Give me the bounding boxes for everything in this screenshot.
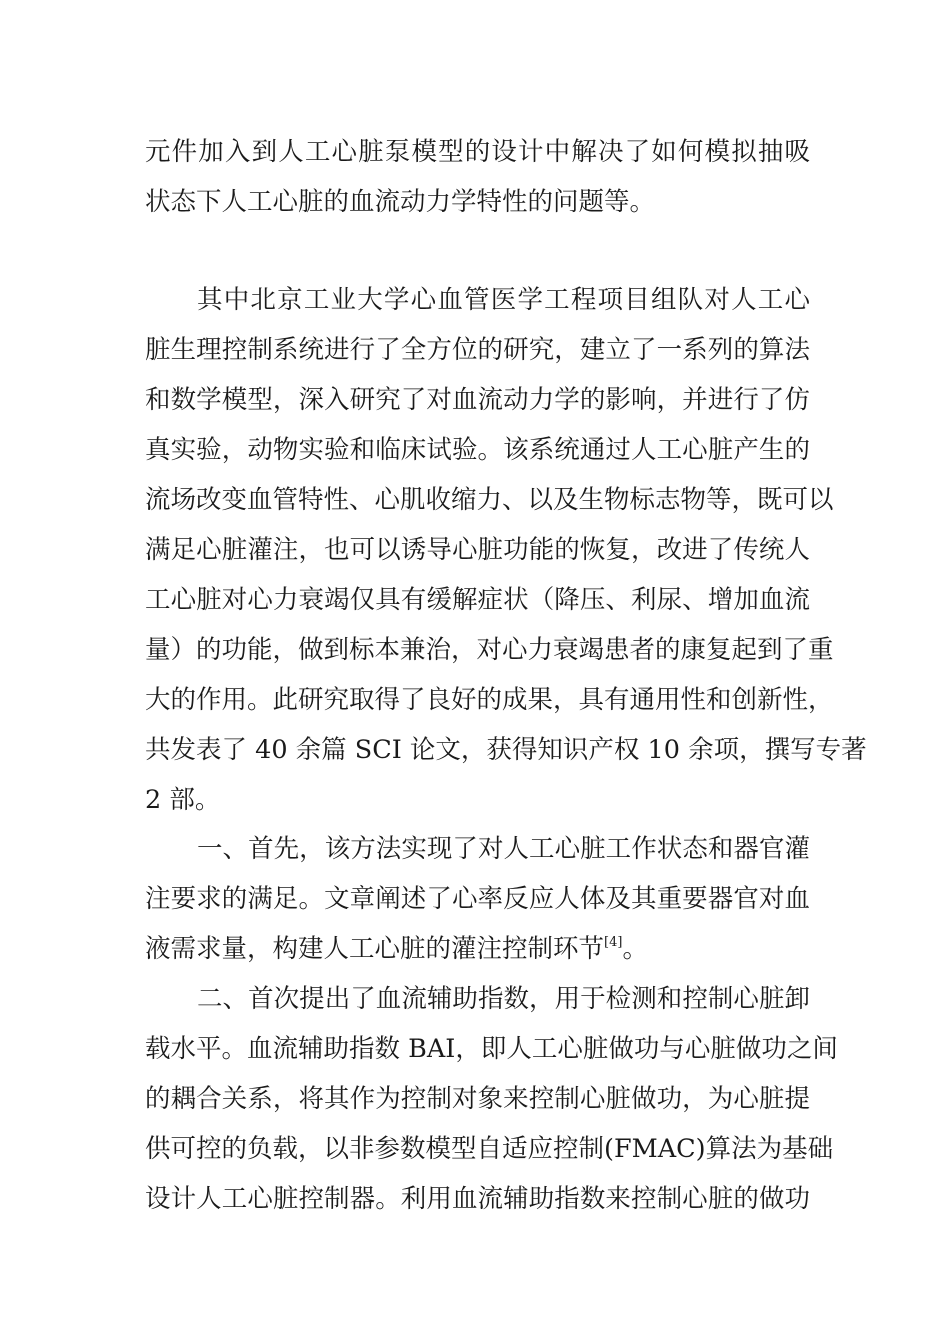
text-line: 注要求的满足。文章阐述了心率反应人体及其重要器官对血 bbox=[145, 884, 810, 914]
citation-reference: [4] bbox=[604, 935, 623, 950]
text-line: 2 部。 bbox=[145, 785, 221, 815]
text-line: 量）的功能，做到标本兼治，对心力衰竭患者的康复起到了重 bbox=[145, 635, 834, 665]
text-line: 共发表了 40 余篇 SCI 论文，获得知识产权 10 余项，撰写专著 bbox=[145, 735, 867, 765]
text-line: 满足心脏灌注，也可以诱导心脏功能的恢复，改进了传统人 bbox=[145, 535, 810, 565]
text-line: 真实验，动物实验和临床试验。该系统通过人工心脏产生的 bbox=[145, 435, 810, 465]
text-line: 元件加入到人工心脏泵模型的设计中解决了如何模拟抽吸 bbox=[145, 137, 810, 167]
text-line: 流场改变血管特性、心肌收缩力、以及生物标志物等，既可以 bbox=[145, 485, 834, 515]
text-segment: 。 bbox=[622, 934, 648, 964]
text-line: 载水平。血流辅助指数 BAI，即人工心脏做功与心脏做功之间 bbox=[145, 1034, 838, 1064]
text-segment: 液需求量，构建人工心脏的灌注控制环节 bbox=[145, 934, 605, 964]
text-line: 大的作用。此研究取得了良好的成果，具有通用性和创新性， bbox=[145, 685, 834, 715]
text-line: 一、首先，该方法实现了对人工心脏工作状态和器官灌 bbox=[197, 834, 810, 864]
text-line: 其中北京工业大学心血管医学工程项目组队对人工心 bbox=[197, 285, 810, 315]
text-line: 供可控的负载，以非参数模型自适应控制(FMAC)算法为基础 bbox=[145, 1134, 834, 1164]
text-line: 设计人工心脏控制器。利用血流辅助指数来控制心脏的做功 bbox=[145, 1184, 810, 1214]
text-line: 二、首次提出了血流辅助指数，用于检测和控制心脏卸 bbox=[197, 984, 810, 1014]
text-line: 工心脏对心力衰竭仅具有缓解症状（降压、利尿、增加血流 bbox=[145, 585, 810, 615]
text-line: 和数学模型，深入研究了对血流动力学的影响，并进行了仿 bbox=[145, 385, 810, 415]
text-line: 脏生理控制系统进行了全方位的研究，建立了一系列的算法 bbox=[145, 335, 810, 365]
text-line-with-citation bbox=[145, 929, 810, 969]
text-line: 的耦合关系，将其作为控制对象来控制心脏做功，为心脏提 bbox=[145, 1084, 810, 1114]
text-line: 状态下人工心脏的血流动力学特性的问题等。 bbox=[145, 187, 656, 217]
